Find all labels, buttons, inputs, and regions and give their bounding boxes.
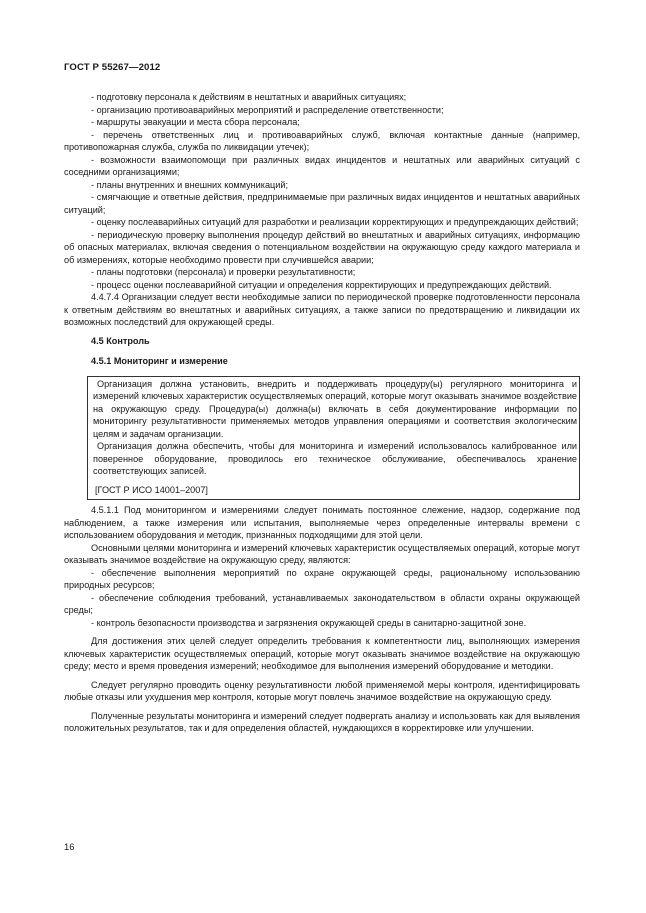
bullet-item: - периодическую проверку выполнения процедур действий во внештатных и аварийных ситуациях, информацию об опасных материалах, включая сведения о потенциальном воздействии на окружающую среду каждого материала и об измерениях, которые необходимо провести при случившейся аварии; [64,229,580,265]
standard-quote-box [87,376,580,501]
page-content [64,91,580,735]
paragraph: Основными целями мониторинга и измерений ключевых характеристик осуществляемых операций, которые могут оказывать значимое воздействие на окружающую среду, являются: [64,542,580,565]
paragraph: Для достижения этих целей следует определить требования к компетентности лиц, выполняющих измерения ключевых характеристик осуществляемых операций, которые могут оказывать значимое воздействие на окружающую среду; место и время проведения измерений; необходимое для выполнения измерений оборудование и методики. [64,636,580,671]
paragraph-4-5-1-1: 4.5.1.1 Под мониторингом и измерениями следует понимать постоянное слежение, надзор, содержание под наблюдением, а также измерения или испытания, выполняемые через определенные интервалы времени с использованием оборудования и методик, признанных подходящими для этой цели. [64,505,580,540]
bullet-item: - возможности взаимопомощи при различных видах инцидентов и нештатных или аварийных ситуаций с соседними организациями; [64,154,580,177]
bullet-item: - обеспечение выполнения мероприятий по охране окружающей среды, рациональному использованию природных ресурсов; [64,567,580,590]
bullet-item: - подготовку персонала к действиям в нештатных и аварийных ситуациях; [91,92,407,102]
bullet-item: - обеспечение соблюдения требований, устанавливаемых законодательством в области охраны окружающей среды; [64,592,580,615]
section-title: 4.5 Контроль [91,335,150,346]
page-number: 16 [64,841,75,852]
quote-paragraph: Организация должна обеспечить, чтобы для мониторинга и измерений использовалось калиброванное или поверенное оборудование, проводилось его техническое обслуживание, обеспечивалось хранение соответствующих записей. [93,441,577,476]
bullet-item: - контроль безопасности производства и загрязнения окружающей среды в санитарно-защитной зоне. [91,617,527,628]
paragraph-4-4-7-4: 4.4.7.4 Организации следует вести необходимые записи по периодической проверке подготовленности персонала к ответным действиям во внештатных и аварийных ситуациях, а также записи по предотвращению и ликвидации их возможных последствий для окружающей среды. [64,292,580,327]
document-header: ГОСТ Р 55267—2012 [64,62,161,73]
quote-paragraph: Организация должна установить, внедрить и поддерживать процедуру(ы) регулярного мониторинга и измерений ключевых характеристик осуществляемых операций, которые могут оказывать значимое воздействие на окружающую среду. Процедура(ы) должна(ы) включать в себя документирование информации по мониторингу результативности применяемых методов управления операциями и соответствия экологическим целям и задачам организации. [93,378,577,439]
paragraph: Следует регулярно проводить оценку результативности любой применяемой меры контроля, идентифицировать любые отказы или ухудшения мер контроля, которые могут повлечь значимое воздействие на окружающую среду. [64,679,580,702]
quote-reference: [ГОСТ Р ИСО 14001–2007] [95,484,208,495]
bullet-item: - оценку послеаварийных ситуаций для разработки и реализации корректирующих и предупреждающих действий; [91,217,579,227]
paragraph: Полученные результаты мониторинга и измерений следует подвергать анализу и использовать как для выявления положительных результатов, так и для определения областей, нуждающихся в корректировке или улучшении. [64,710,580,733]
bullet-item: - смягчающие и ответные действия, предпринимаемые при различных видах инцидентов и нештатных аварийных ситуаций; [64,192,580,215]
bullet-item: - процесс оценки послеаварийной ситуации и определения корректирующих и предупреждающих действий. [91,279,552,290]
bullet-item: - планы подготовки (персонала) и проверки результативности; [91,267,356,277]
bullet-item: - перечень ответственных лиц и противоаварийных служб, включая контактные данные (например, противопожарная служба, служба по ликвидации утечек); [64,129,580,152]
bullet-item: - маршруты эвакуации и места сбора персонала; [91,117,300,127]
bullet-item: - планы внутренних и внешних коммуникаций; [91,179,288,190]
subsection-title: 4.5.1 Мониторинг и измерение [91,356,228,366]
bullet-item: - организацию противоаварийных мероприятий и распределение ответственности; [91,104,444,115]
